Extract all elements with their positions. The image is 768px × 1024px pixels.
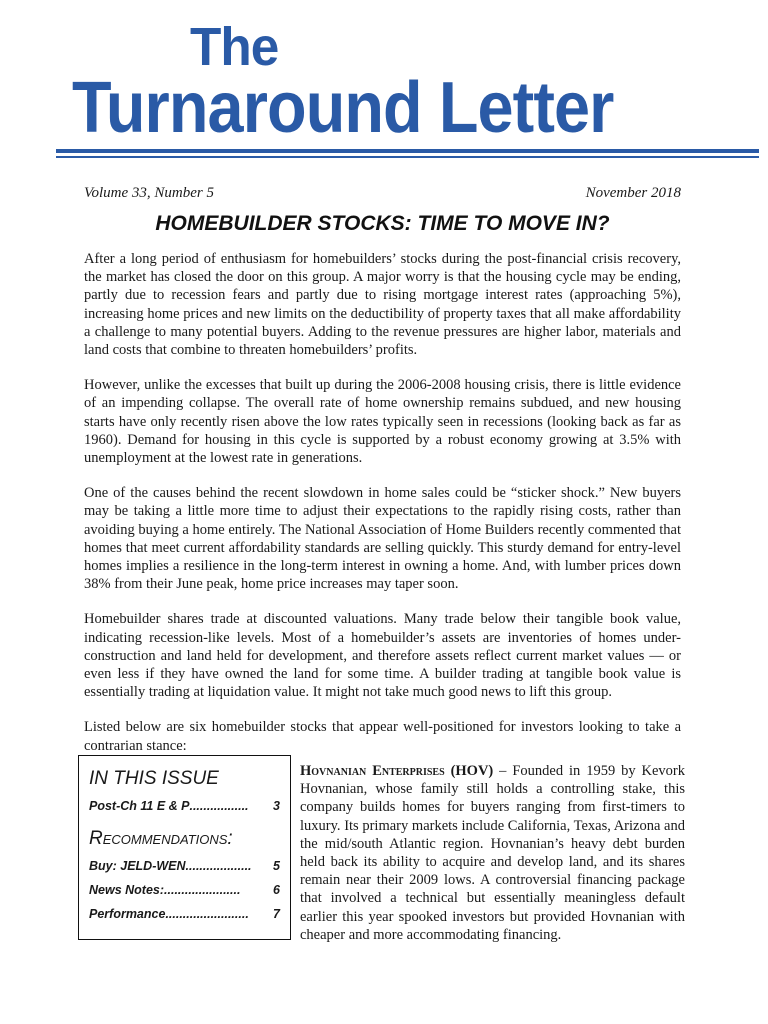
toc-heading: IN THIS ISSUE xyxy=(89,768,219,789)
toc-item[interactable] xyxy=(89,882,280,898)
volume-number: Volume 33, Number 5 xyxy=(84,185,214,201)
toc-item[interactable] xyxy=(89,858,280,874)
in-this-issue-box xyxy=(78,755,291,940)
article-body xyxy=(84,250,681,772)
toc-item-dots: ........................ xyxy=(165,907,249,921)
paragraph: Listed below are six homebuilder stocks that appear well-positioned for investors looking to take a contrarian stance: xyxy=(84,719,681,754)
masthead-rule-thick xyxy=(56,149,759,153)
paragraph: Homebuilder shares trade at discounted valuations. Many trade below their tangible book value, indicating recession-like levels. Most of a homebuilder’s assets are inventories of homes under-construction and land held for development, and therefore assets reflect current market values — or even less if they have owned the land for some time. A builder trading at tangible book value is essentially trading at liquidation value. It might not take much good news to lift this group. xyxy=(84,611,681,701)
toc-item-dots: ................... xyxy=(185,859,252,873)
paragraph: One of the causes behind the recent slowdown in home sales could be “sticker shock.” New buyers may be taking a little more time to adjust their expectations to the rapidly rising costs, rather than avoiding buying a home entirely. The National Association of Home Builders recently commented that homes that meet current affordability standards are selling quickly. This sturdy demand for entry-level homes implies a resilience in the long-term interest in owning a home. And, with lumber prices down 38% from their June peak, home price increases may taper soon. xyxy=(84,485,681,593)
masthead-the: The xyxy=(190,17,279,77)
masthead-rule-thin xyxy=(56,156,759,158)
toc-item-label: News Notes: xyxy=(89,883,165,897)
toc-item[interactable] xyxy=(89,906,280,922)
recommendations-heading: Recommendations: xyxy=(89,828,233,849)
paragraph: However, unlike the excesses that built up during the 2006-2008 housing crisis, there is little evidence of an impending collapse. The overall rate of home ownership remains subdued, and new housing starts have only recently risen above the low rates typically seen in recessions (looking back as far as 1960). Demand for housing in this cycle is supported by a robust economy growing at 3.5% with unemployment at the lowest rate in generations. xyxy=(84,377,681,467)
toc-item[interactable] xyxy=(89,798,280,814)
issue-date: November 2018 xyxy=(585,185,681,201)
company-name: Hovnanian Enterprises (HOV) xyxy=(300,763,494,779)
recommendation-text: Founded in 1959 by Kevork Hovnanian, whose family still holds a controlling stake, this company builds homes for buyers ranging from first-timers to luxury. Its primary markets include California, Texas, Arizona and the mid/south Atlantic region. Hovnanian’s heavy debt burden held back its ability to acquire and develop land, and its shares remain near their 2009 lows. A controversial financing package that involved a technical but essentially meaningless default earlier this year spooked investors but provided Hovnanian with cheaper and more accommodating financing. xyxy=(300,763,686,943)
dash: – xyxy=(493,763,513,779)
masthead xyxy=(0,0,768,160)
toc-item-label: Performance xyxy=(89,907,166,921)
toc-item-page: 3 xyxy=(273,799,280,813)
toc-item-dots: ................. xyxy=(189,799,249,813)
toc-item-dots: ...................... xyxy=(164,883,241,897)
paragraph: After a long period of enthusiasm for homebuilders’ stocks during the post-financial crisis recovery, the market has closed the door on this group. A major worry is that the housing cycle may be ending, partly due to recession fears and partly due to rising mortgage interest rates (approaching 5%), increasing home prices and new limits on the deductibility of property taxes that all make affordability a challenge to many potential buyers. Adding to the revenue pressures are higher labor, materials and land costs that combine to threaten homebuilders’ profits. xyxy=(84,251,681,359)
toc-item-page: 5 xyxy=(273,859,280,873)
article-headline: HOMEBUILDER STOCKS: TIME TO MOVE IN? xyxy=(155,212,610,235)
toc-item-label: Buy: JELD-WEN xyxy=(89,859,186,873)
toc-item-page: 7 xyxy=(273,907,280,921)
issue-info xyxy=(84,184,681,202)
masthead-title: Turnaround Letter xyxy=(72,68,614,148)
recommendation-hovnanian xyxy=(300,762,685,944)
toc-item-label: Post-Ch 11 E & P xyxy=(89,799,190,813)
toc-item-page: 6 xyxy=(273,883,280,897)
